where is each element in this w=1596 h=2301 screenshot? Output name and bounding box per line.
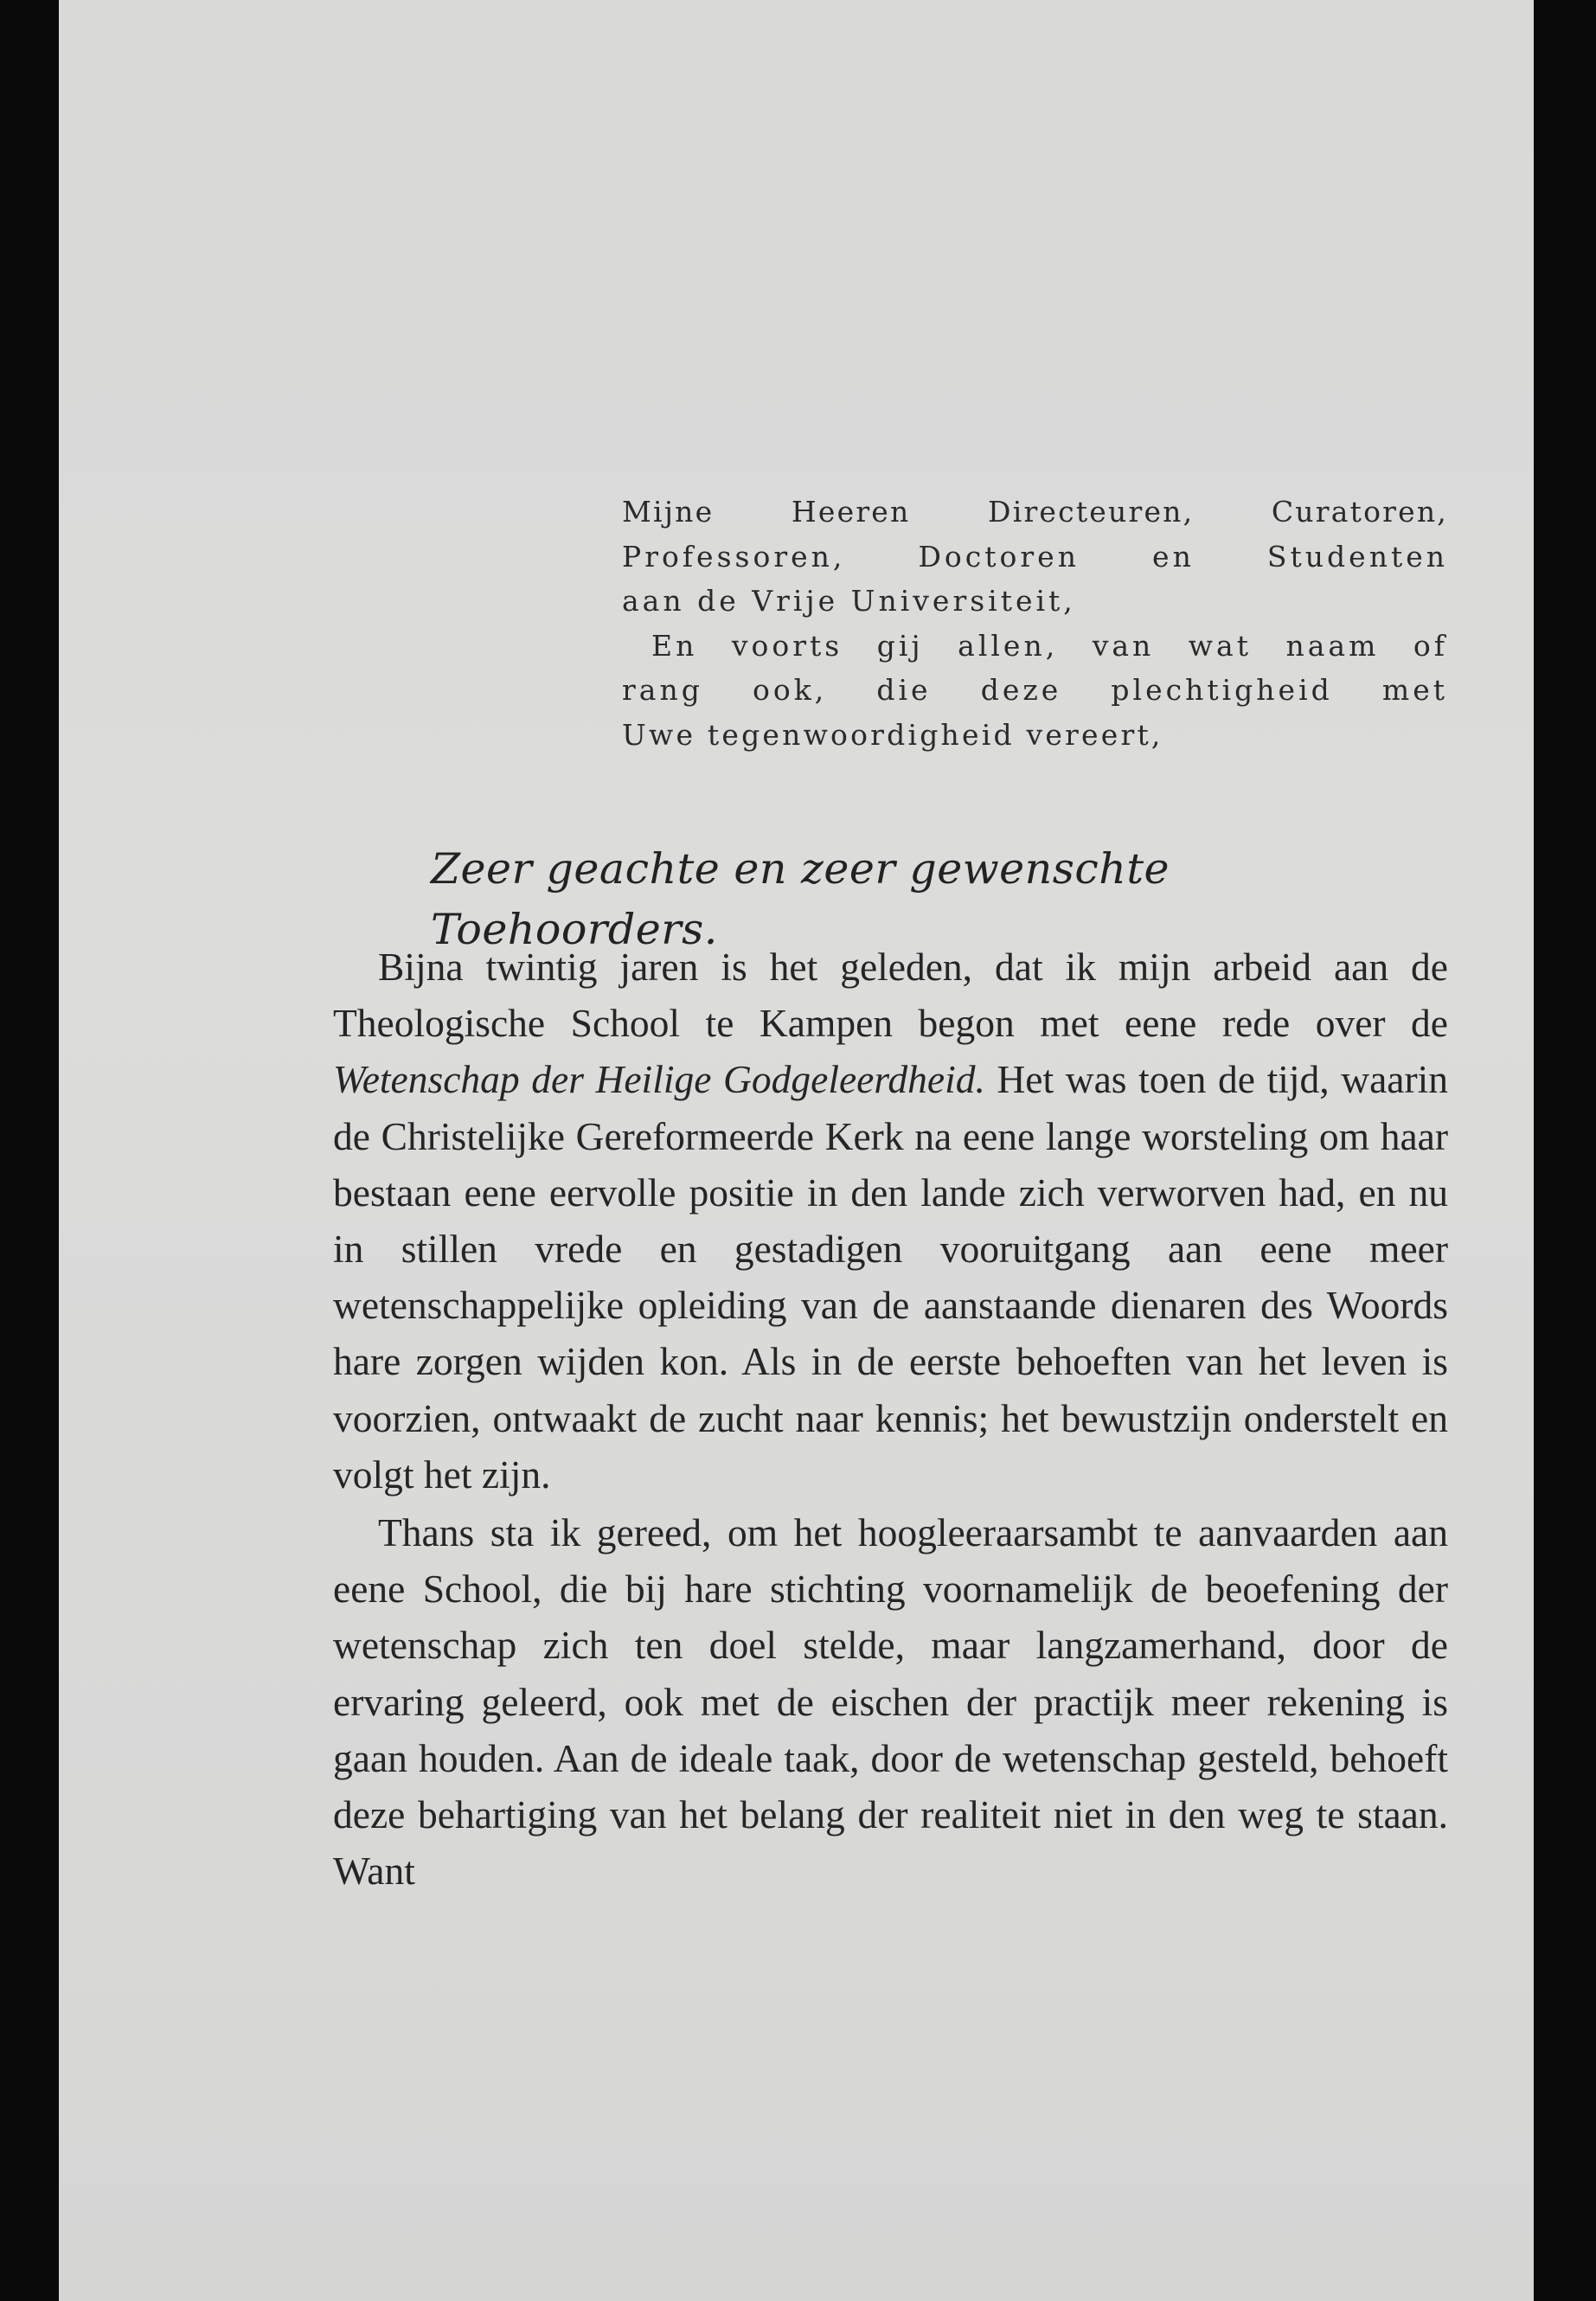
paragraph: Thans sta ik gereed, om het hoogleeraarsambt te aanvaarden aan eene School, die bij hare stichting voornamelijk de beoefening der wetenschap zich ten doel stelde, maar langzamerhand, door de ervaring geleerd, ook met de eischen der practijk meer rekening is gaan houden. Aan de ideale taak, door de wetenschap gesteld, behoeft deze behartiging van het belang der realiteit niet in den weg te staan. Want <box>333 1510 1448 1894</box>
paragraph-text: Bijna twintig jaren is het geleden, dat ik mijn arbeid aan de Theologische School te Kampen begon met eene rede over de <box>333 945 1448 1046</box>
salutation-line: Mijne Heeren Directeuren, Curatoren, <box>622 495 1448 529</box>
salutation-line: rang ook, die deze plechtigheid met <box>622 673 1448 707</box>
salutation-line: Professoren, Doctoren en Studenten <box>622 539 1448 574</box>
paragraph <box>333 939 1448 1503</box>
italic-title: Wetenschap der Heilige Godgeleerdheid. <box>333 1057 985 1102</box>
paragraph-text: Het was toen de tijd, waarin de Christelijke Gereformeerde Kerk na eene lange worsteling om haar bestaan eene eervolle positie in den lande zich verworven had, en nu in stillen vrede en gestadigen vooruitgang aan eene meer wetenschappelijke opleiding van de aanstaande dienaren des Woords hare zorgen wijden kon. Als in de eerste behoeften van het leven is voorzien, ontwaakt de zucht naar kennis; het bewustzijn onderstelt en volgt het zijn. <box>333 1057 1449 1497</box>
address-heading: Zeer geachte en zeer gewenschte Toehoorders. <box>431 844 1170 954</box>
salutation-block <box>622 490 1448 757</box>
salutation-line: aan de Vrije Universiteit, <box>622 584 1076 618</box>
body-text <box>333 939 1448 1899</box>
salutation-line: En voorts gij allen, van wat naam of <box>651 628 1448 663</box>
book-page <box>59 0 1534 2301</box>
salutation-line: Uwe tegenwoordigheid vereert, <box>622 717 1163 752</box>
